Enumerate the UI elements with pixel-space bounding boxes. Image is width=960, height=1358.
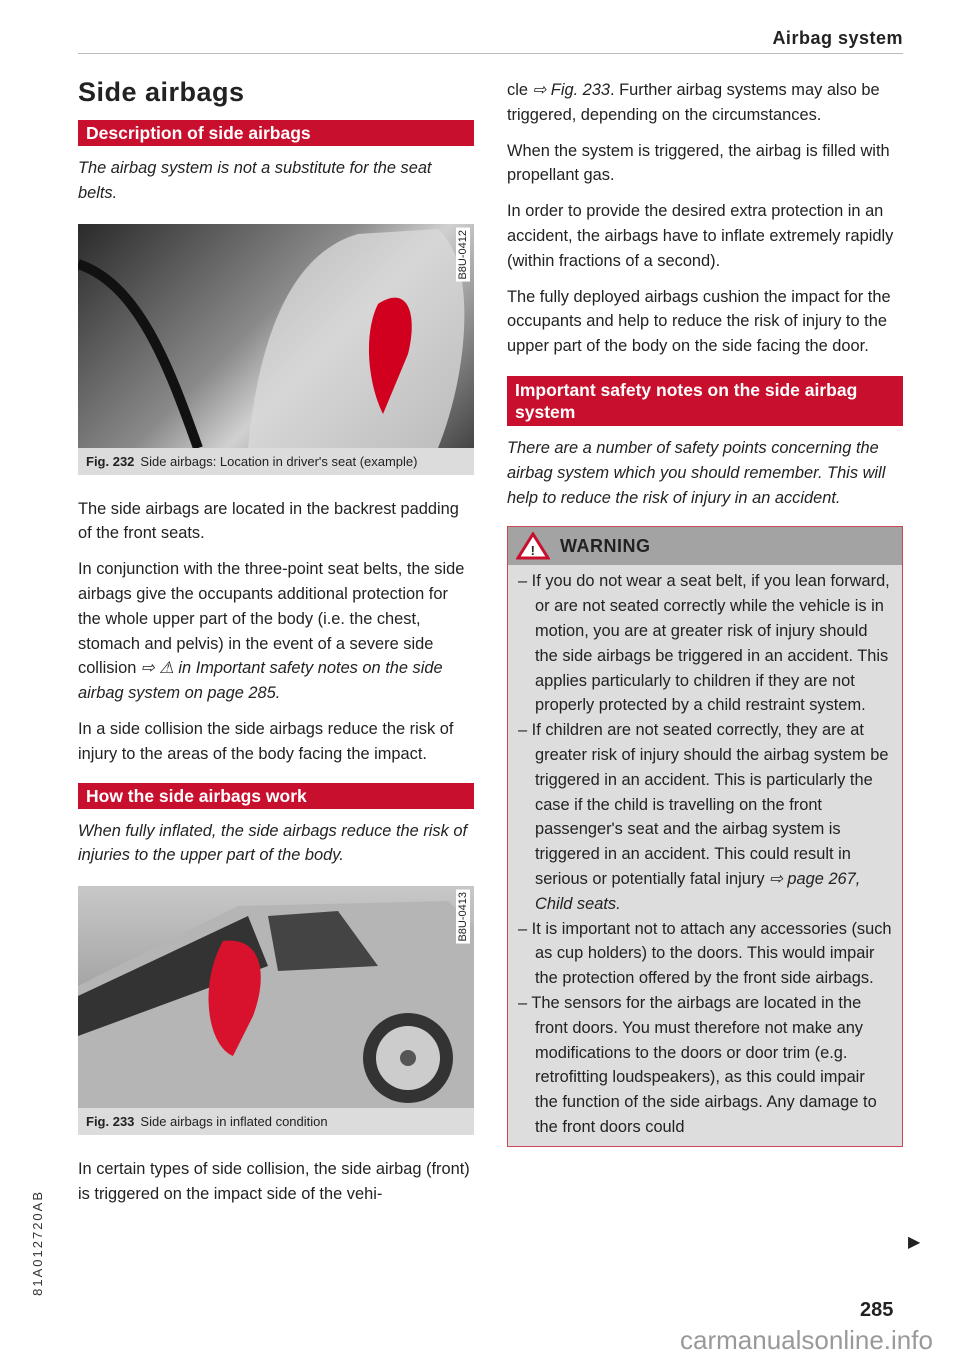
paragraph: When the system is triggered, the airbag is filled with propellant gas. [507,141,890,185]
warning-item: – If you do not wear a seat belt, if you lean forward, or are not seated correctly while the vehicle is in motion, you are at greater risk of injury should the side airbags be triggered in an accident. This applies particularly to children if they are not properly protected by a child restraint system. [518,572,890,715]
intro-text: When fully inflated, the side airbags reduce the risk of injuries to the upper part of the body. [78,821,468,865]
warning-triangle-icon [516,532,550,560]
section-title: Airbag system [772,28,903,48]
warning-title: WARNING [560,535,651,556]
figure-233 [78,886,474,1135]
figure-caption [78,448,474,475]
warning-item: – It is important not to attach any accessories (such as cup holders) to the doors. This would impair the protection offered by the front side airbags. [518,919,892,988]
paragraph-text: In conjunction with the three-point seat belts, the side airbags give the occupants additional protection for the whole upper part of the body (i.e. the chest, stomach and pelvis) in the event of a severe side collision [78,560,465,678]
paragraph: The fully deployed airbags cushion the impact for the occupants and help to reduce the risk of injury to the upper part of the body on the side facing the door. [507,287,891,356]
warning-list [508,565,902,1139]
paragraph: In a side collision the side airbags reduce the risk of injury to the areas of the body facing the impact. [78,719,454,763]
page-number: 285 [860,1299,894,1321]
paragraph-text: . Further airbag systems may also be triggered, depending on the circumstances. [507,81,880,124]
paragraph: In certain types of side collision, the side airbag (front) is triggered on the impact side of the vehi- [78,1160,470,1203]
warning-header [508,527,902,565]
car-image [78,886,474,1108]
figure-label: Fig. 232 [86,453,135,469]
watermark: carmanualsonline.info [680,1325,933,1355]
child-seats-link[interactable]: ⇨ page 267, Child seats. [535,869,861,913]
caption-text: Side airbags: Location in driver's seat (example) [140,453,418,469]
figure-label: Fig. 233 [86,1114,135,1130]
warning-item: – The sensors for the airbags are located in the front doors. You must therefore not make any modifications to the doors or door trim (e.g. retrofitting loudspeakers), as this could impair the function of the side airbags. Any damage to the front doors could [518,993,877,1136]
section-bar-description: Description of side airbags [78,120,474,146]
figure-caption [78,1108,474,1135]
warning-item-text: – If children are not seated correctly, they are at greater risk of injury should the airbag system be triggered in an accident. This is particularly the case if the child is travelling on the front passenger's seat and the airbag system is triggered in an accident. This could result in serious or potentially fatal injury [518,721,889,888]
figure-code: B8U-0412 [457,229,469,280]
header [78,26,903,54]
section-bar-how-it-works: How the side airbags work [78,783,474,809]
section-bar-safety-notes: Important safety notes on the side airbag system [507,376,903,426]
warning-item [518,718,892,916]
caption-text: Side airbags in inflated condition [140,1114,328,1130]
continue-arrow-icon: ▶ [908,1234,921,1251]
document-code: 81A012720AB [30,1190,45,1296]
paragraph: The side airbags are located in the backrest padding of the front seats. [78,499,459,543]
paragraph: In order to provide the desired extra protection in an accident, the airbags have to inflate extremely rapidly (within fractions of a second). [507,202,894,270]
paragraph [78,557,474,706]
paragraph [507,78,903,128]
safety-notes-link[interactable]: ⇨ ⚠ in Important safety notes on the side airbag system on page 285. [78,659,443,703]
intro-text: There are a number of safety points concerning the airbag system which you should remember. This will help to reduce the risk of injury in an accident. [507,438,886,507]
seat-image [78,224,474,448]
seat-illustration-icon [78,224,474,448]
intro-text: The airbag system is not a substitute for the seat belts. [78,159,432,202]
figure-link[interactable]: ⇨ Fig. 233 [532,81,611,99]
warning-box [507,526,903,1146]
paragraph-text: cle [507,81,533,99]
figure-232 [78,224,474,475]
page-heading: Side airbags [78,77,245,107]
figure-code: B8U-0413 [457,892,469,942]
right-column [507,78,903,1147]
left-column [78,76,474,1207]
svg-text:!: ! [530,543,536,559]
car-illustration-icon [78,886,474,1108]
